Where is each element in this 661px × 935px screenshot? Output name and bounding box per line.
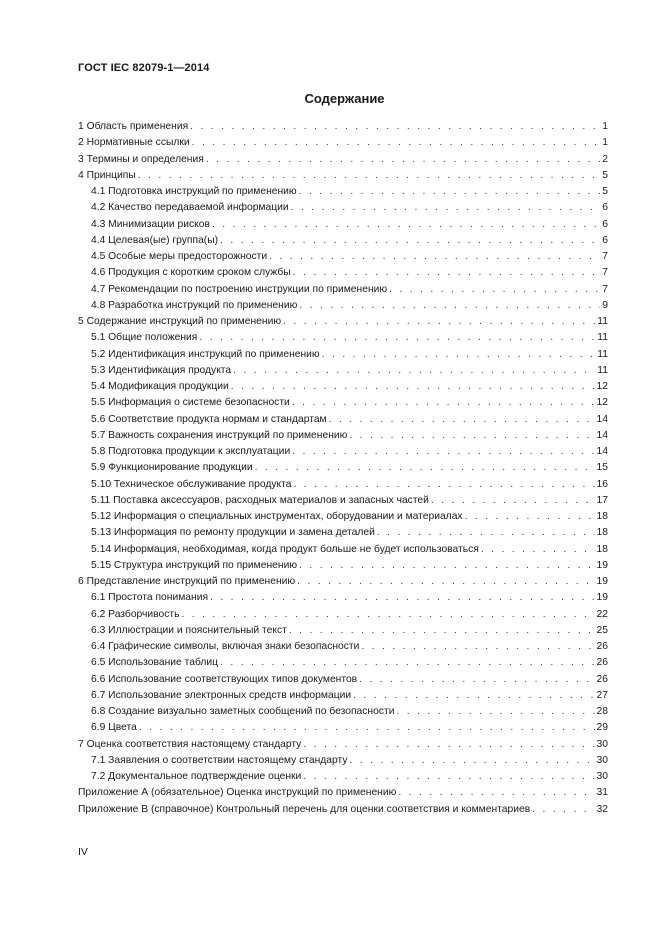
toc-entry-page: 30 [596,771,608,782]
toc-entry-title: 5.10 Техническое обслуживание продукта [91,478,292,490]
toc-entry [78,298,608,314]
toc-entry-title: 5.8 Подготовка продукции к эксплуатации [91,446,291,457]
toc-leader-dots [210,590,595,606]
toc-entry [78,558,608,574]
toc-entry-title: 4.4 Целевая(ые) группа(ы) [91,234,219,246]
toc-entry-page: 7 [602,267,608,279]
toc-entry [78,493,608,509]
toc-entry-title: 5.11 Поставка аксессуаров, расходных материалов и запасных частей [91,494,429,506]
toc-entry-page: 26 [596,657,608,669]
toc-entry [78,217,608,233]
toc-entry-title: 5.2 Идентификация инструкций по применению [91,348,320,360]
toc-leader-dots [303,737,594,753]
toc-entry-title: 7.2 Документальное подтверждение оценки [91,771,302,782]
toc-leader-dots [283,314,595,330]
toc-entry-page: 16 [596,478,608,490]
toc-entry-title: 4.1 Подготовка инструкций по применению [91,186,297,197]
toc-entry [78,379,608,395]
toc-entry [78,639,608,655]
toc-entry-page: 5 [602,186,608,197]
toc-leader-dots [361,639,594,655]
toc-entry-title: 4.5 Особые меры предосторожности [91,251,268,262]
page-title: Содержание [304,91,385,106]
toc-entry-page: 22 [596,608,608,620]
toc-leader-dots [293,265,601,281]
toc-leader-dots [138,168,600,184]
toc-entry [78,769,608,785]
toc-leader-dots [299,184,601,200]
toc-entry-page: 9 [602,299,608,311]
toc-leader-dots [291,200,601,216]
toc-entry-page: 19 [596,576,608,587]
toc-entry-page: 29 [596,722,608,734]
toc-entry-title: 6.7 Использование электронных средств информации [91,689,352,701]
toc-entry-title: 5.4 Модификация продукции [91,381,229,392]
toc-leader-dots [465,509,595,525]
document-header: ГОСТ IEC 82079-1—2014 [78,62,210,74]
toc-entry [78,184,608,200]
toc-leader-dots [199,330,595,346]
toc-entry [78,412,608,428]
toc-entry [78,574,608,590]
toc-entry-title: 6.1 Простота понимания [91,592,209,604]
toc-entry [78,265,608,281]
toc-leader-dots [233,363,595,379]
toc-entry [78,688,608,704]
toc-leader-dots [292,395,595,411]
toc-leader-dots [293,477,594,493]
toc-entry-page: 28 [596,706,608,717]
toc-entry [78,395,608,411]
toc-leader-dots [231,379,595,395]
toc-entry [78,655,608,671]
toc-entry-page: 15 [596,462,608,474]
toc-entry [78,704,608,720]
toc-entry-page: 30 [596,754,608,766]
toc-leader-dots [299,298,600,314]
toc-entry [78,623,608,639]
toc-entry-page: 26 [596,641,608,652]
toc-entry-page: 14 [596,429,608,441]
toc-entry-title: 6.9 Цвета [91,722,137,734]
toc-leader-dots [289,623,595,639]
toc-entry-title: 4.7 Рекомендации по построению инструкции по применению [91,283,388,295]
toc-entry-title: 6.8 Создание визуально заметных сообщений по безопасности [91,706,395,717]
toc-leader-dots [220,233,600,249]
toc-leader-dots [269,249,600,265]
toc-entry-page: 14 [596,413,608,425]
toc-entry-page: 6 [602,218,608,230]
toc-entry [78,119,608,135]
toc-entry-page: 5 [602,169,608,181]
toc-entry-title: 2 Нормативные ссылки [78,137,190,149]
toc-entry-title: 6.5 Использование таблиц [91,657,219,669]
toc-entry [78,753,608,769]
toc-entry-title: 7.1 Заявления о соответствии настоящему стандарту [91,754,348,766]
toc-entry [78,590,608,606]
toc-entry-page: 19 [596,559,608,571]
toc-leader-dots [389,282,600,298]
toc-entry-title: 4.3 Минимизации рисков [91,218,210,230]
toc-entry-title: 5.14 Информация, необходимая, когда продукт больше не будет использоваться [91,543,479,555]
toc-leader-dots [181,607,594,623]
toc-entry [78,607,608,623]
toc-entry-page: 11 [597,316,608,327]
toc-entry-page: 18 [596,511,608,522]
toc-leader-dots [431,493,595,509]
toc-entry [78,168,608,184]
toc-entry [78,347,608,363]
toc-entry-page: 12 [596,397,608,409]
toc-entry-page: 11 [597,364,608,376]
toc-entry-page: 19 [596,592,608,604]
toc-entry [78,542,608,558]
toc-leader-dots [139,720,595,736]
toc-entry [78,672,608,688]
toc-entry [78,444,608,460]
toc-entry-title: 5.9 Функционирование продукции [91,462,253,474]
toc-entry-title: 7 Оценка соответствия настоящему стандарту [78,738,302,750]
toc-entry [78,314,608,330]
toc-entry [78,509,608,525]
toc-leader-dots [255,460,595,476]
toc-leader-dots [206,152,600,168]
toc-entry [78,477,608,493]
toc-entry-page: 7 [602,283,608,295]
toc-leader-dots [292,444,594,460]
toc-leader-dots [303,769,594,785]
toc-leader-dots [349,428,594,444]
toc-entry [78,330,608,346]
toc-entry-title: 5.12 Информация о специальных инструментах, оборудовании и материалах [91,511,463,522]
toc-leader-dots [329,412,595,428]
toc-entry-title: 4.8 Разработка инструкций по применению [91,299,298,311]
toc-entry-page: 1 [602,121,608,132]
toc-leader-dots [532,802,594,818]
toc-entry [78,737,608,753]
toc-leader-dots [481,542,595,558]
toc-entry-title: 5.6 Соответствие продукта нормам и стандартам [91,413,327,425]
toc-leader-dots [322,347,596,363]
toc-entry-title: 1 Область применения [78,121,189,132]
toc-leader-dots [353,688,594,704]
toc-entry-title: 4.6 Продукция с коротким сроком службы [91,267,291,279]
toc-leader-dots [350,753,595,769]
toc-entry [78,785,608,801]
toc-leader-dots [192,135,601,151]
toc-entry-page: 14 [596,446,608,457]
toc-entry-title: 6.2 Разборчивость [91,608,180,620]
toc-entry [78,282,608,298]
toc-entry [78,720,608,736]
toc-entry-page: 6 [602,234,608,246]
toc-entry-title: 5 Содержание инструкций по применению [78,316,282,327]
toc-entry [78,233,608,249]
toc-entry-title: 6.4 Графические символы, включая знаки безопасности [91,641,360,652]
toc-leader-dots [220,655,594,671]
toc-entry-title: 5.15 Структура инструкций по применению [91,559,298,571]
toc-entry-page: 31 [596,787,608,799]
toc-entry-page: 6 [602,202,608,214]
toc-leader-dots [396,704,594,720]
toc-entry-title: 6 Представление инструкций по применению [78,576,296,587]
toc-entry [78,249,608,265]
toc-leader-dots [299,558,594,574]
toc-entry-page: 25 [596,624,608,636]
toc-leader-dots [297,574,594,590]
toc-entry-title: Приложение В (справочное) Контрольный перечень для оценки соответствия и комментариев [78,803,531,815]
toc-entry [78,525,608,541]
toc-entry-title: Приложение А (обязательное) Оценка инструкций по применению [78,787,397,799]
toc-entry-page: 12 [596,381,608,392]
toc-leader-dots [377,525,595,541]
toc-entry-page: 18 [596,543,608,555]
toc-leader-dots [398,785,594,801]
toc-entry-title: 5.3 Идентификация продукта [91,364,232,376]
toc-entry-page: 27 [596,689,608,701]
toc-leader-dots [190,119,600,135]
toc-entry-title: 5.13 Информация по ремонту продукции и замена деталей [91,527,375,539]
toc-entry-page: 32 [596,803,608,815]
table-of-contents [78,119,608,818]
toc-entry-title: 3 Термины и определения [78,153,204,165]
toc-entry-title: 6.3 Иллюстрации и пояснительный текст [91,624,287,636]
toc-leader-dots [212,217,600,233]
toc-entry-page: 7 [602,251,608,262]
toc-entry-page: 11 [597,348,608,360]
toc-entry [78,802,608,818]
toc-entry-page: 2 [602,153,608,165]
toc-entry-title: 5.1 Общие положения [91,332,198,344]
toc-entry-page: 17 [596,494,608,506]
toc-entry [78,200,608,216]
toc-entry-page: 18 [596,527,608,539]
toc-entry [78,152,608,168]
toc-entry-page: 26 [596,673,608,685]
toc-entry-title: 6.6 Использование соответствующих типов документов [91,673,358,685]
toc-entry-title: 4 Принципы [78,169,136,181]
page-number: IV [78,846,88,858]
toc-entry-title: 5.7 Важность сохранения инструкций по применению [91,429,348,441]
toc-entry-page: 11 [597,332,608,344]
toc-entry-title: 5.5 Информация о системе безопасности [91,397,290,409]
toc-leader-dots [359,672,594,688]
toc-entry [78,460,608,476]
toc-entry [78,135,608,151]
toc-entry [78,363,608,379]
toc-entry [78,428,608,444]
toc-entry-page: 30 [596,738,608,750]
toc-entry-page: 1 [602,137,608,149]
toc-entry-title: 4.2 Качество передаваемой информации [91,202,289,214]
